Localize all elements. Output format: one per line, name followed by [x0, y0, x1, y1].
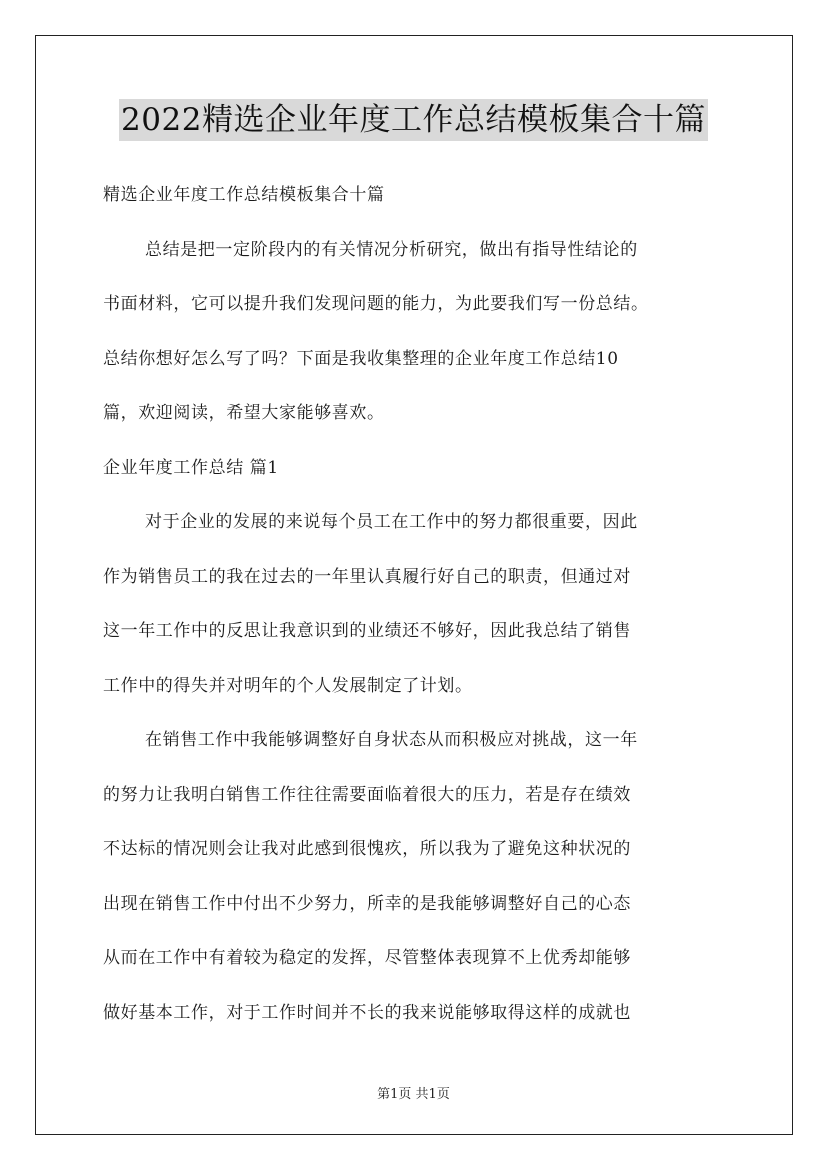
- intro-line: 篇，欢迎阅读，希望大家能够喜欢。: [103, 403, 385, 423]
- paragraph-line: 做好基本工作，对于工作时间并不长的我来说能够取得这样的成就也: [103, 1002, 631, 1023]
- title-container: [0, 99, 827, 141]
- document-subtitle: 精选企业年度工作总结模板集合十篇: [103, 185, 385, 205]
- paragraph-line: 对于企业的发展的来说每个员工在工作中的努力都很重要，因此: [145, 512, 638, 532]
- paragraph-line: 出现在销售工作中付出不少努力，所幸的是我能够调整好自己的心态: [103, 893, 631, 914]
- intro-line: 书面材料，它可以提升我们发现问题的能力，为此要我们写一份总结。: [103, 294, 649, 314]
- paragraph-line: 不达标的情况则会让我对此感到很愧疚，所以我为了避免这种状况的: [103, 839, 631, 859]
- paragraph-line: 从而在工作中有着较为稳定的发挥，尽管整体表现算不上优秀却能够: [103, 948, 631, 968]
- paragraph-line: 这一年工作中的反思让我意识到的业绩还不够好，因此我总结了销售: [103, 621, 631, 641]
- intro-line: 总结是把一定阶段内的有关情况分析研究，做出有指导性结论的: [145, 239, 638, 260]
- paragraph-line: 工作中的得失并对明年的个人发展制定了计划。: [103, 675, 473, 696]
- document-title: 2022精选企业年度工作总结模板集合十篇: [119, 99, 708, 141]
- paragraph-line: 作为销售员工的我在过去的一年里认真履行好自己的职责，但通过对: [103, 566, 631, 587]
- paragraph-line: 在销售工作中我能够调整好自身状态从而积极应对挑战，这一年: [145, 730, 638, 750]
- paragraph-line: 的努力让我明白销售工作往往需要面临着很大的压力，若是存在绩效: [103, 784, 631, 805]
- page-number: 第1页 共1页: [377, 1087, 450, 1102]
- section-heading: 企业年度工作总结 篇1: [103, 457, 279, 478]
- document-body: [103, 168, 727, 1040]
- page-footer: [0, 1083, 827, 1102]
- intro-line: 总结你想好怎么写了吗？下面是我收集整理的企业年度工作总结10: [103, 348, 619, 369]
